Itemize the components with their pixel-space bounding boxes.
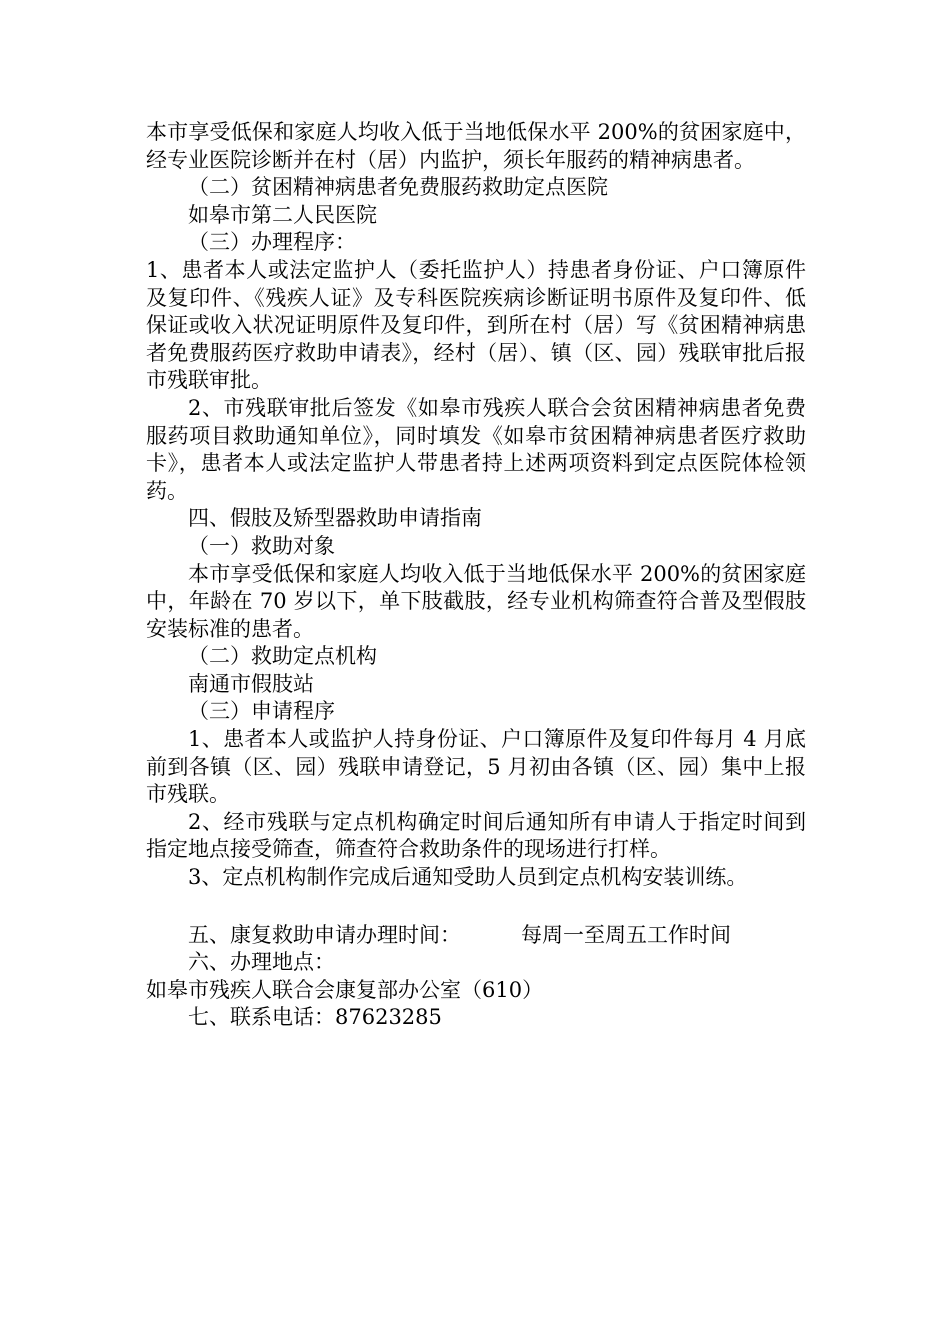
paragraph-mental-procedure-2: 2、市残联审批后签发《如皋市残疾人联合会贫困精神病患者免费服药项目救助通知单位》，同时填发《如皋市贫困精神病患者医疗救助卡》，患者本人或法定监护人带患者持上述两项资料到定点医院体检领药。 [146,395,806,503]
paragraph-agency-name: 南通市假肢站 [188,671,314,696]
paragraph-prosthesis-procedure-3: 3、定点机构制作完成后通知受助人员到定点机构安装训练。 [188,865,748,890]
phone-value: 87623285 [335,1005,442,1030]
document-page [146,119,806,1032]
heading-prosthesis-procedure: （三）申请程序 [188,699,335,724]
heading-prosthesis-guide: 四、假肢及矫型器救助申请指南 [188,506,482,531]
heading-mental-hospital: （二）贫困精神病患者免费服药救助定点医院 [188,175,608,200]
paragraph-prosthesis-procedure-1: 1、患者本人或监护人持身份证、户口簿原件及复印件每月 4 月底前到各镇（区、园）残联申请登记，5 月初由各镇（区、园）集中上报市残联。 [146,727,806,807]
paragraph-mental-procedure-1: 1、患者本人或法定监护人（委托监护人）持患者身份证、户口簿原件及复印件、《残疾人证》及专科医院疾病诊断证明书原件及复印件、低保证或收入状况证明原件及复印件，到所在村（居）写《贫困精神病患者免费服药医疗救助申请表》，经村（居）、镇（区、园）残联审批后报市残联审批。 [146,257,806,393]
paragraph-hospital-name: 如皋市第二人民医院 [188,202,377,227]
paragraph-eligibility-mental: 本市享受低保和家庭人均收入低于当地低保水平 200%的贫困家庭中，经专业医院诊断并在村（居）内监护，须长年服药的精神病患者。 [146,120,806,172]
heading-prosthesis-agency: （二）救助定点机构 [188,644,377,669]
location-value: 如皋市残疾人联合会康复部办公室（610） [146,977,544,1002]
location-label: 六、办理地点： [188,950,335,975]
office-hours-value: 每周一至周五工作时间 [521,922,731,947]
heading-mental-procedure: （三）办理程序： [188,230,356,255]
phone-line [146,1004,806,1032]
paragraph-prosthesis-target: 本市享受低保和家庭人均收入低于当地低保水平 200%的贫困家庭中，年龄在 70 岁以下，单下肢截肢，经专业机构筛查符合普及型假肢安装标准的患者。 [146,561,806,641]
phone-label: 七、联系电话： [188,1005,335,1030]
office-hours-label: 五、康复救助申请办理时间： [188,922,461,947]
blank-line [146,892,806,922]
paragraph-prosthesis-procedure-2: 2、经市残联与定点机构确定时间后通知所有申请人于指定时间到指定地点接受筛查，筛查符合救助条件的现场进行打样。 [146,809,806,862]
office-hours-line [146,922,806,950]
heading-prosthesis-target: （一）救助对象 [188,533,335,558]
